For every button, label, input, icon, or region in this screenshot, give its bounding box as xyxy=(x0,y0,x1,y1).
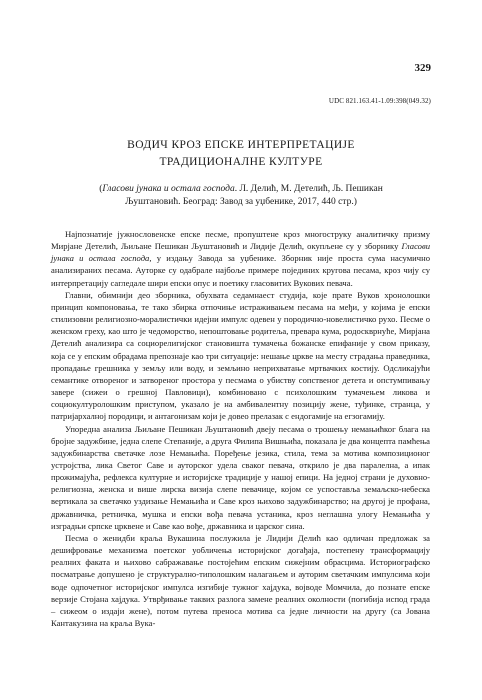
p1-part-a: Најпознатије јужнословенске епске песме, пропуштене кроз многоструку аналитичку призму Мирјане Детелић, Љиљане Пешикан Љуштановић и Лидије Делић, окупљене су у зборнику xyxy=(51,229,430,252)
body-text xyxy=(51,228,430,629)
book-reference xyxy=(81,183,401,209)
page-number: 329 xyxy=(414,62,431,74)
paragraph-2: Главни, обимнији део зборника, обухвата седамнаест студија, које прате Вуков хронолошки принцип компоновања, те тако збирка отпочиње истраживањем песама на међи, у којима је епски стилизовни религиозно-моралистички идејни импулс одевен у породично-новелистичко рухо. Песме о женском греху, као што је чедоморство, непоштовање родитеља, превара кума, родоскврнуће, Мирјана Детелић анализира са социорелигијског становишта тумачења божанске епифаније у свом приказу, која се у епским обрадама препознаје као три ситуације: нешање цркве на месту страдања праведника, пропадање грешника у земљу или воду, и земљино неприхватање мртвачких костију. Одсликајући семантике отвореног и затвореног простора у песмама о убиству сопственог детета и опстумпивању завере (сижеи о грешној Павловици), комбиновано с психолошким тумачењем ликова и социокултуролошким приступом, указало је на амбивалентну позицију жене, туђинке, странца, у патријархалној породици, и антагонизам који је довео прелазак с ендогамије на егзогамију. xyxy=(51,289,430,422)
paragraph-4: Песма о женидби краља Вукашина послужила је Лидији Делић као одличан предложак за дешифровање механизма поетског уобличења историјског догађаја, постепену трансформацију реалних факата и њихово сабражавање постојећим епским сижејним обрасцима. Историографско посматрање допушено је структурално-типолошким налагањем и ауторим светачким импулсима који воде одпочетног историјског импулса изгибије тужног хајдука, војводе Момчила, до познате епске верзије Стојана хајдука. Утврђивање таквих разлога замене реалних околности (погибија испод града – сижеом о издаји жене), потом путева преноса мотива са једне личности на другу (са Јована Кантакузина на краља Вука- xyxy=(51,532,430,628)
udc-code: UDC 821.163.41-1.09:398(049.32) xyxy=(328,97,431,105)
article-title xyxy=(51,137,431,171)
ref-book-title: Гласови јунака и остала господа xyxy=(102,184,235,194)
p1-book-title: Гласови јунака и остала господа xyxy=(51,241,430,264)
paragraph-3: Упоредна анализа Љиљане Пешикан Љуштановић двеју песама о трошењу немањићког блага на бројне задужбине, једна слепе Степаније, а друга Филипа Вишњића, показала је два концепта памћења задужбинарства светачке лозе Немањића. Поређење језика, стила, тема за мотива композиционог устројства, лика Светог Саве и ауторског удела свакоr певача, открило је два паралелна, а ипак прожимајућа, рефлекса културне и историјске традиције у нашој епици. На једној страни је духовно-религиозна, женска и више лирска визија слепе певачице, којом се успоставља земаљско-небеска вертикала за светачко уздизање Немањића и Саве кроз њихово задужбинарство; на другој је профана, државничка, ретничка, мушка и епски вођа певача устаника, кроз неглашна улогу Немањића у изградњи српске црквене и Саве као вође, државника и царског сина. xyxy=(51,423,430,531)
ref-rest: . Л. Делић, М. Детелић, Љ. Пешикан Љуштановић. Београд: Завод за уџбенике, 2017, 440 стр.) xyxy=(125,184,383,207)
ref-open: ( xyxy=(99,184,103,194)
p1-part-c: , у издању Завода за уџбенике. Зборник није проста сума насумично анализираних песама. Ауторке су одабрале најбоље примере појединих кругова песама, кроз чију су интерпретацију сагледале шири епски опус и поетику гласовитих Вукових певача. xyxy=(51,253,430,288)
title-line-1: ВОДИЧ КРОЗ ЕПСКЕ ИНТЕРПРЕТАЦИЈЕ xyxy=(127,139,355,151)
title-line-2: ТРАДИЦИОНАЛНЕ КУЛТУРЕ xyxy=(159,156,323,168)
paragraph-1 xyxy=(51,228,430,289)
